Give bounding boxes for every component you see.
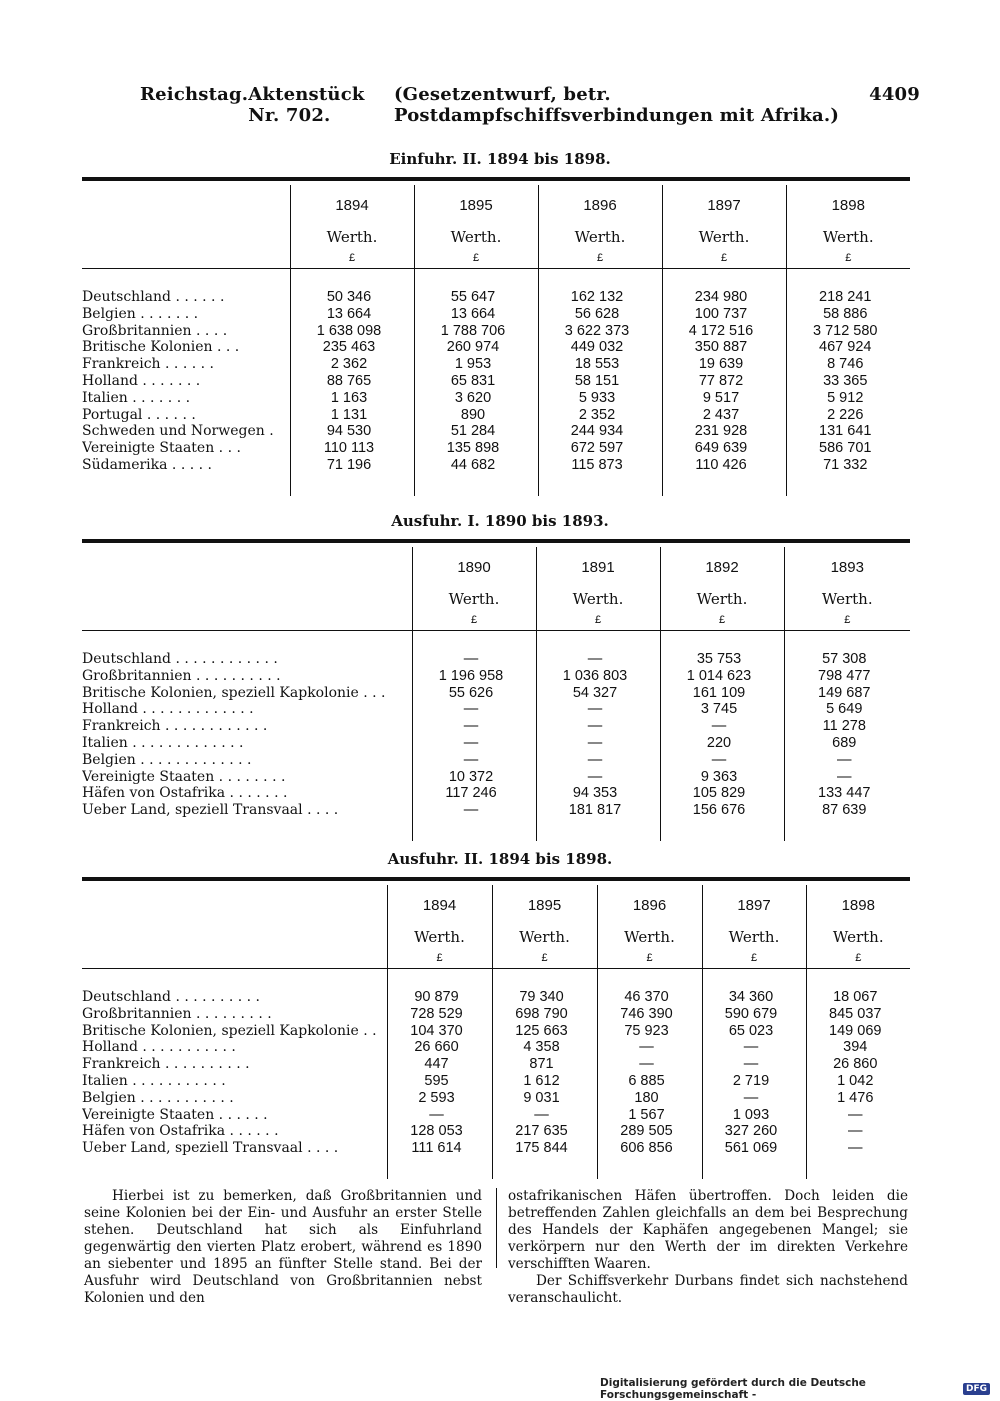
spacer-row	[82, 269, 910, 290]
value-cell: 289 505	[597, 1123, 702, 1140]
value-cell: 746 390	[597, 1006, 702, 1023]
value-cell: 2 593	[387, 1090, 492, 1107]
column-currency: £	[845, 252, 852, 264]
label-column-header	[82, 885, 387, 969]
value-cell: 71 332	[786, 457, 910, 474]
row-label: Belgien . . . . . . .	[82, 305, 199, 322]
value-cell: 33 365	[786, 373, 910, 390]
table-row	[82, 356, 910, 373]
value-cell: 128 053	[387, 1123, 492, 1140]
table-header-row	[82, 185, 910, 269]
value-cell: —	[702, 1039, 806, 1056]
dfg-logo: DFG	[963, 1383, 990, 1395]
value-cell: 5 912	[786, 390, 910, 407]
column-header	[660, 547, 784, 631]
row-label: Italien . . . . . . . . . . . . .	[82, 734, 244, 751]
value-cell: 111 614	[387, 1140, 492, 1157]
value-cell: —	[597, 1039, 702, 1056]
column-header	[597, 885, 702, 969]
row-label: Frankreich . . . . . .	[82, 356, 214, 373]
value-cell: 1 042	[806, 1073, 910, 1090]
column-year: 1891	[581, 559, 615, 576]
value-cell: 1 036 803	[536, 668, 660, 685]
value-cell: 260 974	[414, 339, 538, 356]
value-cell: 6 885	[597, 1073, 702, 1090]
value-cell: 220	[660, 735, 784, 752]
column-currency: £	[541, 952, 548, 964]
value-cell: —	[412, 701, 536, 718]
value-cell: 586 701	[786, 440, 910, 457]
table-row	[82, 373, 910, 390]
table-row	[82, 785, 910, 802]
paragraph: Der Schiffsverkehr Durbans findet sich nachstehend veranschaulicht.	[508, 1273, 908, 1306]
value-cell: 46 370	[597, 989, 702, 1006]
spacer-row	[82, 969, 910, 990]
table-row	[82, 989, 910, 1006]
value-cell: 135 898	[414, 440, 538, 457]
value-cell: 871	[492, 1056, 597, 1073]
column-unit: Werth.	[572, 590, 624, 608]
value-cell: 2 226	[786, 407, 910, 424]
table-header-row	[82, 885, 910, 969]
column-currency: £	[472, 252, 480, 264]
value-cell: 1 163	[290, 390, 414, 407]
value-cell: —	[702, 1090, 806, 1107]
row-label: Vereinigte Staaten . . . . . .	[82, 1106, 268, 1123]
table-row	[82, 668, 910, 685]
table-body	[82, 541, 910, 841]
row-label: Ueber Land, speziell Transvaal . . . .	[82, 802, 339, 819]
value-cell: 75 923	[597, 1023, 702, 1040]
column-unit: Werth.	[519, 928, 570, 946]
paragraph: Hierbei ist zu bemerken, daß Großbritannien und seine Kolonien bei der Ein- und Ausfuhr an erster Stelle stehen. Deutschland hat sich als Einfuhrland gegenwärtig den vierten Platz erobert, während es 1890 an siebenter und 1895 an fünfter Stelle stand. Bei der Ausfuhr wird Deutschland von Großbritannien nebst Kolonien und den	[84, 1188, 482, 1306]
column-currency: £	[750, 952, 758, 964]
table-row	[82, 735, 910, 752]
row-label: Südamerika . . . . .	[82, 456, 212, 473]
row-label: Holland . . . . . . . . . . .	[82, 1039, 236, 1056]
value-cell: 65 831	[414, 373, 538, 390]
value-cell: —	[536, 651, 660, 668]
value-cell: 131 641	[786, 423, 910, 440]
column-header	[662, 185, 786, 269]
value-cell: 350 887	[662, 339, 786, 356]
table-row	[82, 1107, 910, 1124]
column-year: 1890	[457, 559, 491, 576]
table-row	[82, 752, 910, 769]
table-body	[82, 879, 910, 1179]
row-label: Vereinigte Staaten . . .	[82, 440, 241, 457]
table-row	[82, 651, 910, 668]
value-cell: 467 924	[786, 339, 910, 356]
value-cell: 90 879	[387, 989, 492, 1006]
column-header	[538, 185, 662, 269]
row-label: Häfen von Ostafrika . . . . . .	[82, 1123, 279, 1140]
column-unit: Werth.	[821, 590, 873, 608]
value-cell: 1 567	[597, 1107, 702, 1124]
value-cell: 13 664	[290, 306, 414, 323]
value-cell: —	[536, 718, 660, 735]
column-currency: £	[844, 614, 851, 626]
table-row	[82, 1140, 910, 1157]
value-cell: 3 620	[414, 390, 538, 407]
value-cell: 26 860	[806, 1056, 910, 1073]
body-right-column	[508, 1188, 908, 1307]
column-header	[786, 185, 910, 269]
value-cell: 1 788 706	[414, 323, 538, 340]
value-cell: —	[412, 802, 536, 819]
value-cell: 4 172 516	[662, 323, 786, 340]
row-label: Schweden und Norwegen .	[82, 423, 274, 440]
table-header-row	[82, 547, 910, 631]
value-cell: 2 352	[538, 407, 662, 424]
column-currency: £	[436, 952, 443, 964]
table-row	[82, 440, 910, 457]
value-cell: 217 635	[492, 1123, 597, 1140]
row-label: Großbritannien . . . . . . . . . .	[82, 667, 281, 684]
column-currency: £	[596, 252, 604, 264]
value-cell: 689	[784, 735, 910, 752]
table-row	[82, 289, 910, 306]
value-cell: —	[806, 1140, 910, 1157]
value-cell: 105 829	[660, 785, 784, 802]
column-unit: Werth.	[698, 228, 750, 246]
table-title-einfuhr-ii: Einfuhr. II. 1894 bis 1898.	[389, 150, 611, 168]
table-ausfuhr-i	[82, 539, 910, 841]
value-cell: 698 790	[492, 1006, 597, 1023]
value-cell: 55 626	[412, 685, 536, 702]
row-label: Italien . . . . . . . . . . .	[82, 1072, 226, 1089]
value-cell: 79 340	[492, 989, 597, 1006]
value-cell: 34 360	[702, 989, 806, 1006]
column-currency: £	[646, 952, 653, 964]
value-cell: 11 278	[784, 718, 910, 735]
value-cell: 58 886	[786, 306, 910, 323]
row-label: Portugal . . . . . .	[82, 406, 196, 423]
value-cell: 4 358	[492, 1039, 597, 1056]
header-document: Aktenstück Nr. 702.	[248, 84, 365, 126]
table-row	[82, 457, 910, 474]
value-cell: 1 612	[492, 1073, 597, 1090]
value-cell: 133 447	[784, 785, 910, 802]
table-row	[82, 323, 910, 340]
row-label: Italien . . . . . . .	[82, 389, 191, 406]
digitization-footer	[600, 1377, 990, 1401]
value-cell: 13 664	[414, 306, 538, 323]
value-cell: 54 327	[536, 685, 660, 702]
value-cell: 149 069	[806, 1023, 910, 1040]
value-cell: 50 346	[290, 289, 414, 306]
row-label: Großbritannien . . . . . . . . .	[82, 1005, 272, 1022]
column-currency: £	[348, 252, 356, 264]
value-cell: 55 647	[414, 289, 538, 306]
column-header	[492, 885, 597, 969]
value-cell: 1 476	[806, 1090, 910, 1107]
value-cell: 890	[414, 407, 538, 424]
value-cell: 162 132	[538, 289, 662, 306]
row-label: Deutschland . . . . . .	[82, 289, 225, 305]
value-cell: 110 426	[662, 457, 786, 474]
row-label: Holland . . . . . . . . . . . . .	[82, 701, 254, 718]
value-cell: —	[784, 752, 910, 769]
value-cell: —	[806, 1123, 910, 1140]
value-cell: 110 113	[290, 440, 414, 457]
value-cell: 181 817	[536, 802, 660, 819]
value-cell: —	[387, 1107, 492, 1124]
spacer-row	[82, 474, 910, 496]
spacer-row	[82, 1157, 910, 1179]
value-cell: 1 638 098	[290, 323, 414, 340]
value-cell: —	[492, 1107, 597, 1124]
value-cell: 2 362	[290, 356, 414, 373]
value-cell: 94 530	[290, 423, 414, 440]
value-cell: —	[660, 752, 784, 769]
label-column-header	[82, 185, 290, 269]
value-cell: 149 687	[784, 685, 910, 702]
value-cell: 447	[387, 1056, 492, 1073]
value-cell: 26 660	[387, 1039, 492, 1056]
row-label: Deutschland . . . . . . . . . . . .	[82, 651, 278, 667]
table-row	[82, 769, 910, 786]
value-cell: —	[412, 718, 536, 735]
row-label: Belgien . . . . . . . . . . .	[82, 1089, 234, 1106]
spacer-row	[82, 819, 910, 841]
value-cell: 449 032	[538, 339, 662, 356]
value-cell: 19 639	[662, 356, 786, 373]
column-year: 1894	[335, 197, 369, 214]
value-cell: 5 649	[784, 701, 910, 718]
value-cell: 2 719	[702, 1073, 806, 1090]
column-year: 1893	[830, 559, 864, 576]
paragraph: ostafrikanischen Häfen übertroffen. Doch leiden die betreffenden Zahlen gleichfalls an dem bei Besprechung des Handels der Kaphäfen angegebenen Mangel; sie verkörpern nur den Werth der im direkten Verkehre verschifften Waaren.	[508, 1188, 908, 1272]
value-cell: 8 746	[786, 356, 910, 373]
value-cell: 71 196	[290, 457, 414, 474]
row-label: Ueber Land, speziell Transvaal . . . .	[82, 1140, 339, 1157]
table-row	[82, 1090, 910, 1107]
value-cell: 235 463	[290, 339, 414, 356]
value-cell: 2 437	[662, 407, 786, 424]
value-cell: 125 663	[492, 1023, 597, 1040]
value-cell: 394	[806, 1039, 910, 1056]
row-label: Frankreich . . . . . . . . . .	[82, 1056, 250, 1073]
value-cell: 156 676	[660, 802, 784, 819]
value-cell: —	[597, 1056, 702, 1073]
table-row	[82, 802, 910, 819]
row-label: Deutschland . . . . . . . . . .	[82, 989, 261, 1005]
table-row	[82, 718, 910, 735]
header-title: (Gesetzentwurf, betr. Postdampfschiffsverbindungen mit Afrika.)	[393, 84, 840, 126]
column-currency: £	[720, 252, 728, 264]
column-unit: Werth.	[326, 228, 378, 246]
value-cell: 1 196 958	[412, 668, 536, 685]
value-cell: —	[412, 735, 536, 752]
column-unit: Werth.	[728, 928, 780, 946]
value-cell: 117 246	[412, 785, 536, 802]
value-cell: 18 067	[806, 989, 910, 1006]
value-cell: 51 284	[414, 423, 538, 440]
body-left-column	[84, 1188, 482, 1307]
row-label: Holland . . . . . . .	[82, 372, 201, 389]
row-label: Vereinigte Staaten . . . . . . . .	[82, 768, 286, 785]
value-cell: 35 753	[660, 651, 784, 668]
column-header	[702, 885, 806, 969]
value-cell: —	[784, 769, 910, 786]
value-cell: —	[412, 752, 536, 769]
value-cell: 606 856	[597, 1140, 702, 1157]
value-cell: 161 109	[660, 685, 784, 702]
value-cell: 590 679	[702, 1006, 806, 1023]
value-cell: 77 872	[662, 373, 786, 390]
row-label: Belgien . . . . . . . . . . . . .	[82, 751, 252, 768]
value-cell: 115 873	[538, 457, 662, 474]
value-cell: 10 372	[412, 769, 536, 786]
table-row	[82, 1039, 910, 1056]
value-cell: 5 933	[538, 390, 662, 407]
column-unit: Werth.	[624, 928, 675, 946]
spacer-row	[82, 631, 910, 652]
value-cell: 1 093	[702, 1107, 806, 1124]
column-unit: Werth.	[696, 590, 748, 608]
column-unit: Werth.	[822, 228, 874, 246]
value-cell: 595	[387, 1073, 492, 1090]
column-year: 1896	[583, 197, 617, 214]
column-currency: £	[718, 614, 726, 626]
column-divider	[496, 1188, 497, 1268]
value-cell: 94 353	[536, 785, 660, 802]
value-cell: 88 765	[290, 373, 414, 390]
value-cell: 234 980	[662, 289, 786, 306]
value-cell: 100 737	[662, 306, 786, 323]
table-row	[82, 407, 910, 424]
row-label: Britische Kolonien, speziell Kapkolonie . .	[82, 1022, 377, 1039]
column-header	[806, 885, 910, 969]
table-row	[82, 1006, 910, 1023]
value-cell: 845 037	[806, 1006, 910, 1023]
table-row	[82, 1073, 910, 1090]
value-cell: 104 370	[387, 1023, 492, 1040]
table-body	[82, 179, 910, 496]
value-cell: —	[806, 1107, 910, 1124]
footer-text: Digitalisierung gefördert durch die Deutsche Forschungsgemeinschaft -	[600, 1377, 866, 1401]
column-header	[536, 547, 660, 631]
value-cell: 65 023	[702, 1023, 806, 1040]
value-cell: 649 639	[662, 440, 786, 457]
label-column-header	[82, 547, 412, 631]
column-unit: Werth.	[574, 228, 626, 246]
value-cell: 3 745	[660, 701, 784, 718]
table-row	[82, 390, 910, 407]
value-cell: 9 363	[660, 769, 784, 786]
column-currency: £	[470, 614, 478, 626]
value-cell: 1 131	[290, 407, 414, 424]
column-header	[387, 885, 492, 969]
value-cell: 218 241	[786, 289, 910, 306]
header-left: Reichstag.	[140, 84, 249, 105]
page-number: 4409	[869, 84, 920, 105]
column-unit: Werth.	[448, 590, 500, 608]
column-year: 1895	[527, 897, 562, 914]
value-cell: 175 844	[492, 1140, 597, 1157]
column-unit: Werth.	[832, 928, 884, 946]
value-cell: —	[536, 752, 660, 769]
row-label: Britische Kolonien . . .	[82, 339, 240, 356]
value-cell: 9 517	[662, 390, 786, 407]
column-year: 1896	[632, 897, 667, 914]
value-cell: —	[536, 769, 660, 786]
column-header	[412, 547, 536, 631]
running-head	[140, 84, 920, 126]
table-row	[82, 306, 910, 323]
value-cell: 231 928	[662, 423, 786, 440]
value-cell: 3 712 580	[786, 323, 910, 340]
value-cell: 56 628	[538, 306, 662, 323]
table-ausfuhr-ii	[82, 877, 910, 1179]
row-label: Großbritannien . . . .	[82, 322, 228, 339]
value-cell: 244 934	[538, 423, 662, 440]
value-cell: 1 014 623	[660, 668, 784, 685]
table-title-ausfuhr-i: Ausfuhr. I. 1890 bis 1893.	[391, 512, 609, 530]
column-currency: £	[594, 614, 602, 626]
value-cell: 561 069	[702, 1140, 806, 1157]
column-header	[414, 185, 538, 269]
column-unit: Werth.	[450, 228, 502, 246]
column-year: 1894	[422, 897, 457, 914]
row-label: Häfen von Ostafrika . . . . . . .	[82, 785, 288, 802]
value-cell: 58 151	[538, 373, 662, 390]
value-cell: 3 622 373	[538, 323, 662, 340]
value-cell: 798 477	[784, 668, 910, 685]
table-row	[82, 701, 910, 718]
row-label: Frankreich . . . . . . . . . . . .	[82, 718, 268, 735]
row-label: Britische Kolonien, speziell Kapkolonie . . .	[82, 684, 386, 701]
table-row	[82, 1023, 910, 1040]
value-cell: —	[702, 1056, 806, 1073]
table-row	[82, 1056, 910, 1073]
column-year: 1898	[841, 897, 875, 914]
column-year: 1895	[459, 197, 493, 214]
column-header	[290, 185, 414, 269]
column-header	[784, 547, 910, 631]
column-year: 1892	[705, 559, 739, 576]
value-cell: 327 260	[702, 1123, 806, 1140]
value-cell: —	[660, 718, 784, 735]
value-cell: 44 682	[414, 457, 538, 474]
table-einfuhr-ii	[82, 177, 910, 496]
value-cell: 672 597	[538, 440, 662, 457]
value-cell: 18 553	[538, 356, 662, 373]
column-unit: Werth.	[414, 928, 465, 946]
table-row	[82, 685, 910, 702]
table-title-ausfuhr-ii: Ausfuhr. II. 1894 bis 1898.	[387, 850, 613, 868]
value-cell: 87 639	[784, 802, 910, 819]
table-row	[82, 423, 910, 440]
value-cell: 57 308	[784, 651, 910, 668]
value-cell: 1 953	[414, 356, 538, 373]
value-cell: —	[412, 651, 536, 668]
column-year: 1898	[831, 197, 865, 214]
column-year: 1897	[737, 897, 771, 914]
value-cell: 180	[597, 1090, 702, 1107]
column-year: 1897	[707, 197, 741, 214]
value-cell: —	[536, 735, 660, 752]
value-cell: 728 529	[387, 1006, 492, 1023]
value-cell: 9 031	[492, 1090, 597, 1107]
value-cell: —	[536, 701, 660, 718]
column-currency: £	[855, 952, 862, 964]
table-row	[82, 1123, 910, 1140]
table-row	[82, 339, 910, 356]
